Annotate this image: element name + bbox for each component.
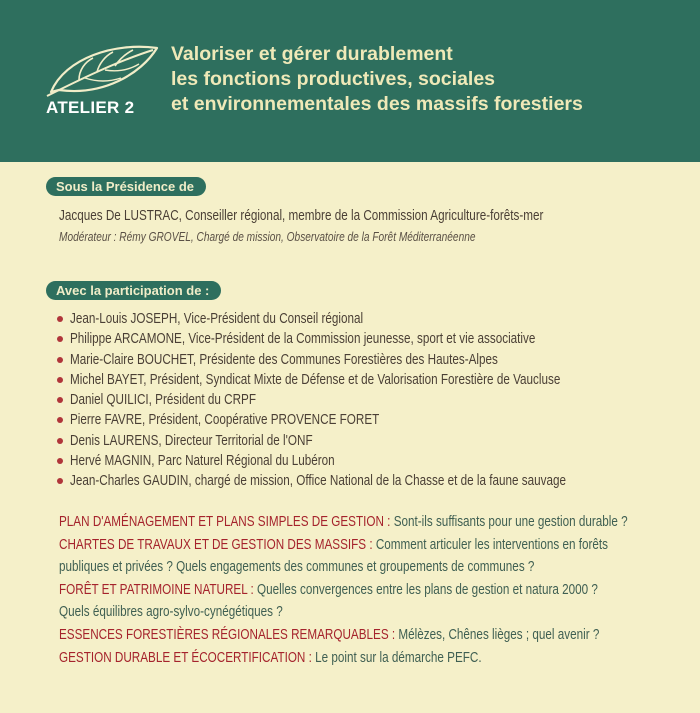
moderator-text: Modérateur : Rémy GROVEL, Chargé de mission, Observatoire de la Forêt Méditerranéenne <box>59 229 476 244</box>
topic-line <box>59 580 628 603</box>
topic-list <box>59 512 700 670</box>
presidence-heading: Sous la Présidence de <box>46 177 206 196</box>
topic-line <box>59 625 628 648</box>
bullet-icon <box>57 316 63 322</box>
topic-heading: PLAN D'AMÉNAGEMENT ET PLANS SIMPLES DE GESTION : <box>59 513 394 530</box>
bullet-icon <box>57 336 63 342</box>
topic-line <box>59 602 628 625</box>
leaf-icon <box>45 40 165 100</box>
topic-heading: ESSENCES FORESTIÈRES RÉGIONALES REMARQUABLES : <box>59 625 399 643</box>
title-line: et environnementales des massifs forestiers <box>171 93 583 115</box>
topic-body: publiques et privées ? Quels engagements des communes et groupements de communes ? <box>59 558 535 576</box>
participant-text: Pierre FAVRE, Président, Coopérative PROVENCE FORET <box>70 411 380 429</box>
list-item <box>56 309 364 329</box>
bullet-icon <box>57 478 63 484</box>
bullet-icon <box>57 458 63 464</box>
topic-body: Quels équilibres agro-sylvo-cynégétiques ? <box>59 603 283 621</box>
participant-list <box>56 309 567 492</box>
title-line: Valoriser et gérer durablement <box>171 43 453 65</box>
bullet-icon <box>57 438 63 444</box>
president-text: Jacques De LUSTRAC, Conseiller régional, membre de la Commission Agriculture-forêts-mer <box>59 207 544 224</box>
bullet-icon <box>57 377 63 383</box>
topic-line <box>59 512 628 535</box>
participant-text: Daniel QUILICI, Président du CRPF <box>70 391 256 409</box>
topic-body: Le point sur la démarche PEFC. <box>315 648 482 666</box>
topic-body: Quelles convergences entre les plans de gestion et natura 2000 ? <box>257 580 598 598</box>
topic-body: Sont-ils suffisants pour une gestion durable ? <box>393 513 628 530</box>
page-title <box>171 42 583 117</box>
topic-line <box>59 648 628 671</box>
title-line: les fonctions productives, sociales <box>171 68 496 90</box>
list-item <box>56 370 561 390</box>
topic-body: Comment articuler les interventions en forêts <box>375 535 608 553</box>
list-item <box>56 431 313 451</box>
topic-heading: FORÊT ET PATRIMOINE NATUREL : <box>59 580 258 598</box>
participant-text: Michel BAYET, Président, Syndicat Mixte de Défense et de Valorisation Forestière de Vaucluse <box>70 370 561 388</box>
participant-text: Jean-Louis JOSEPH, Vice-Président du Conseil régional <box>70 310 364 327</box>
participant-text: Marie-Claire BOUCHET, Présidente des Communes Forestières des Hautes-Alpes <box>70 350 498 368</box>
list-item <box>56 471 567 491</box>
topic-line <box>59 557 628 580</box>
participant-text: Philippe ARCAMONE, Vice-Président de la Commission jeunesse, sport et vie associative <box>70 330 536 348</box>
header-banner <box>0 0 700 162</box>
list-item <box>56 410 380 430</box>
list-item <box>56 350 498 370</box>
participant-text: Hervé MAGNIN, Parc Naturel Régional du Lubéron <box>70 452 335 470</box>
bullet-icon <box>57 397 63 403</box>
topic-heading: GESTION DURABLE ET ÉCOCERTIFICATION : <box>59 648 316 666</box>
bullet-icon <box>57 357 63 363</box>
topic-body: Mélèzes, Chênes lièges ; quel avenir ? <box>398 625 600 643</box>
topic-line <box>59 535 628 558</box>
topic-heading: CHARTES DE TRAVAUX ET DE GESTION DES MASSIFS : <box>59 535 376 553</box>
participant-text: Jean-Charles GAUDIN, chargé de mission, Office National de la Chasse et de la faune sauvage <box>70 472 567 490</box>
atelier-label: ATELIER 2 <box>46 98 135 117</box>
list-item <box>56 451 335 471</box>
participation-heading: Avec la participation de : <box>46 281 221 300</box>
list-item <box>56 390 256 410</box>
bullet-icon <box>57 417 63 423</box>
list-item <box>56 329 536 349</box>
participant-text: Denis LAURENS, Directeur Territorial de l'ONF <box>70 431 313 449</box>
